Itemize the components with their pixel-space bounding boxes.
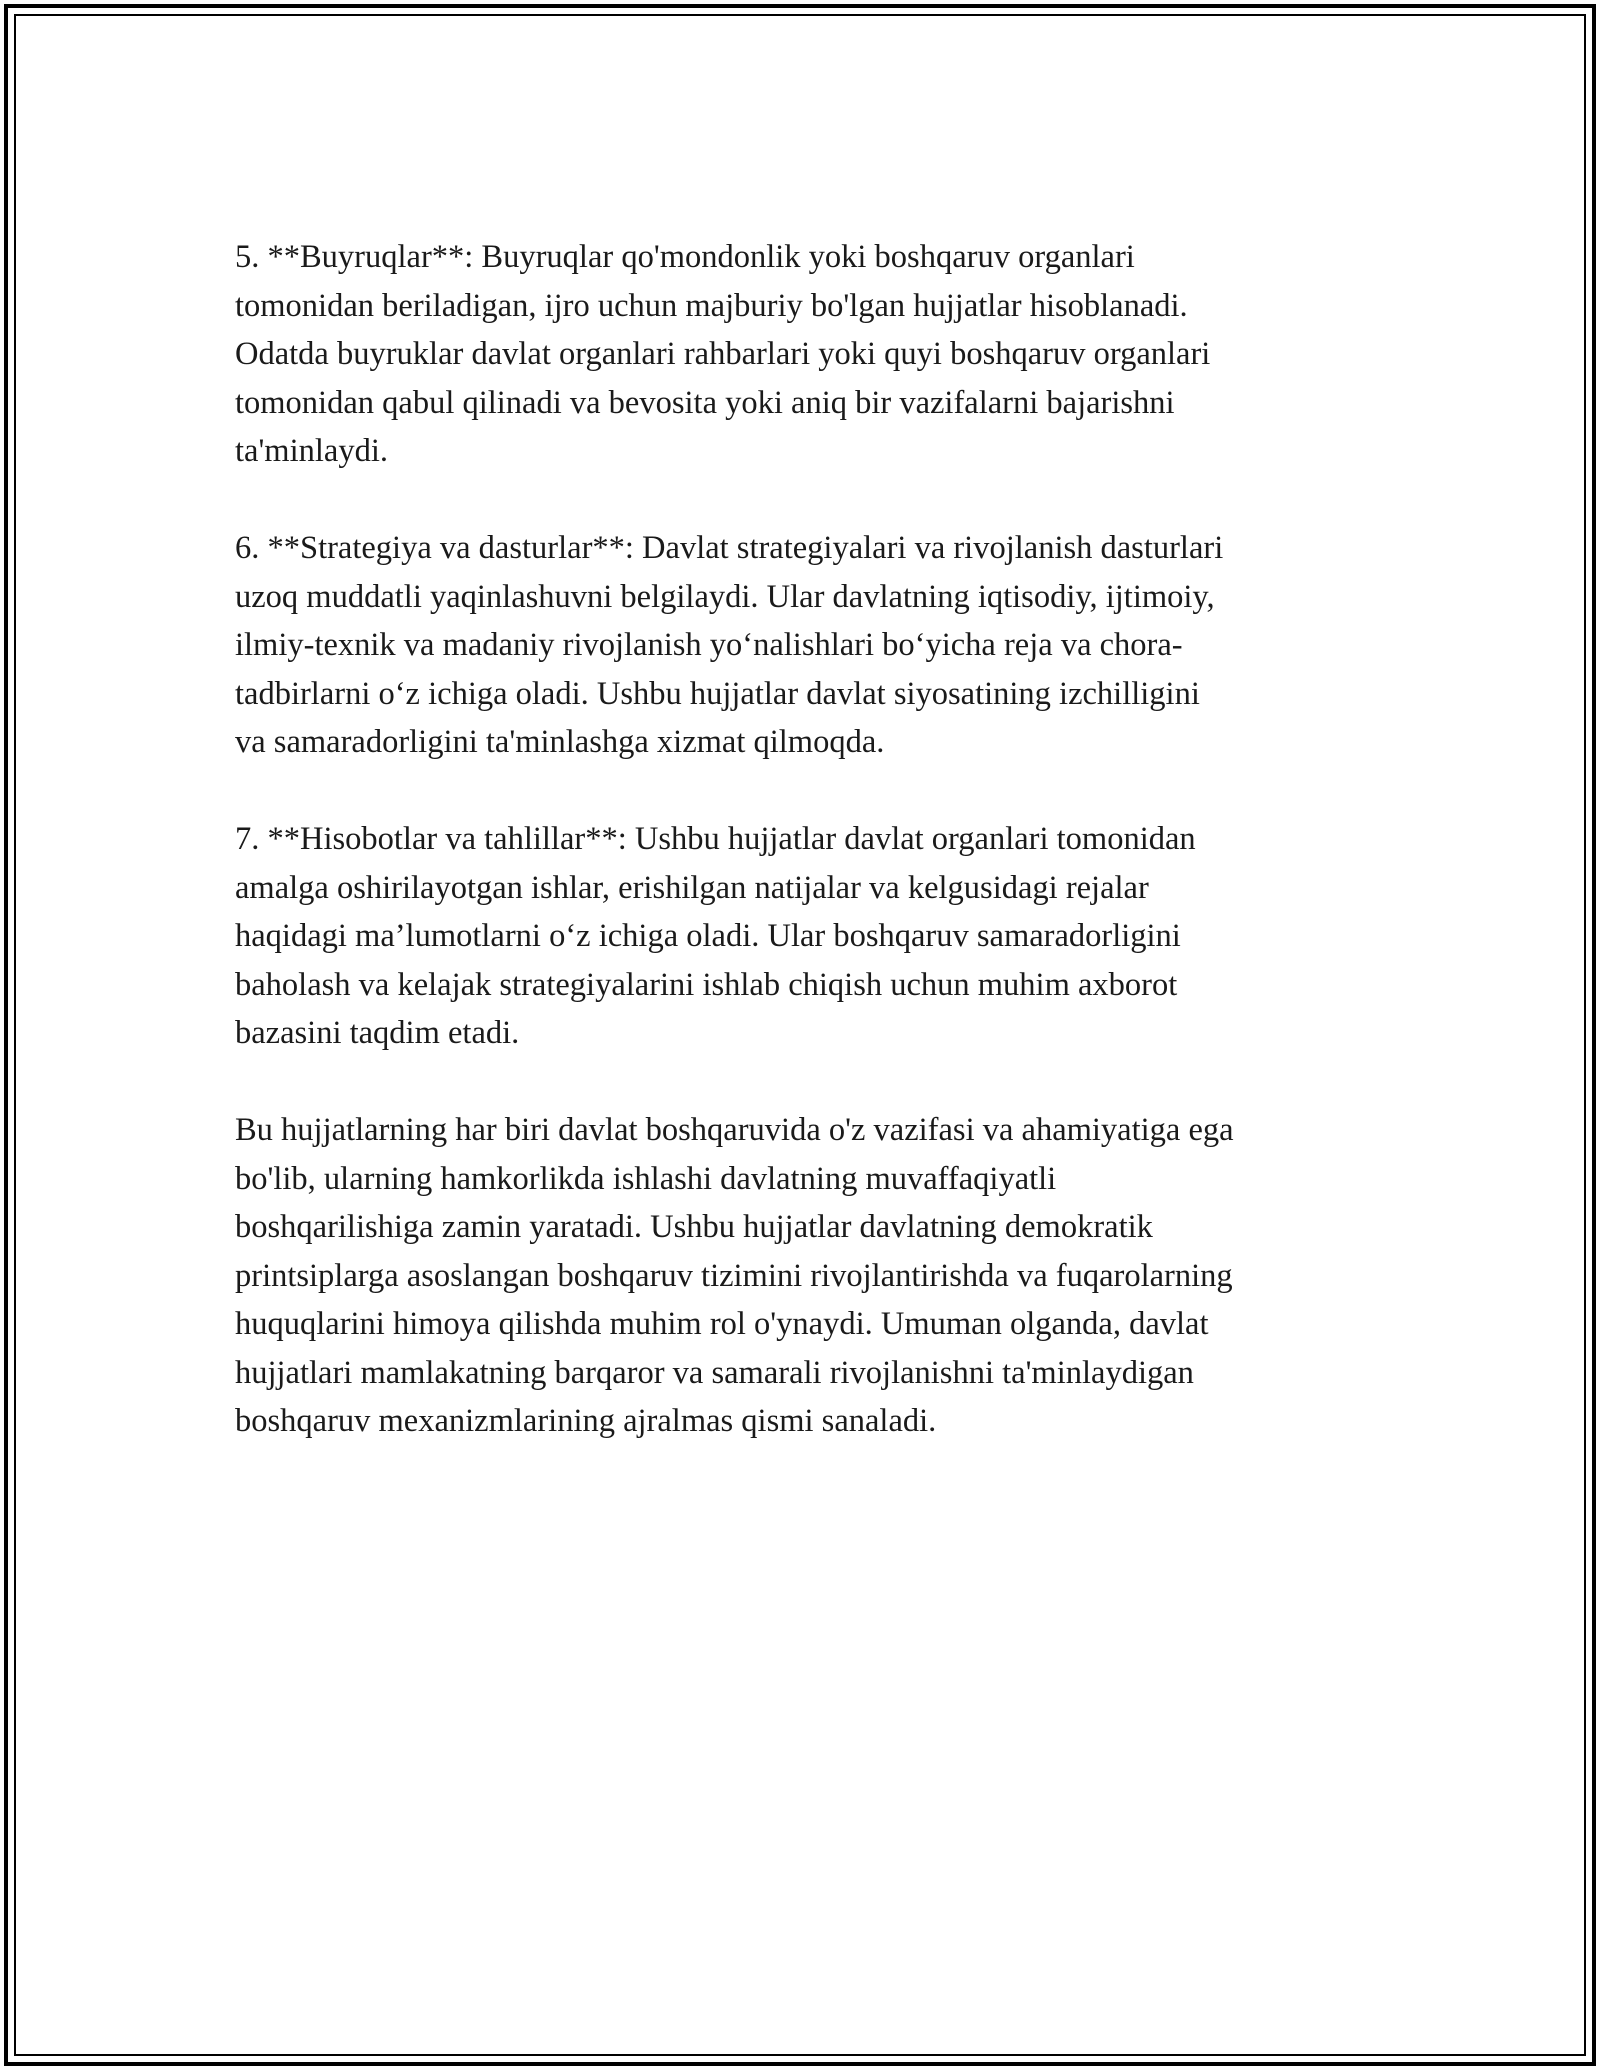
text-line: baholash va kelajak strategiyalarini ishlab chiqish uchun muhim axborot xyxy=(235,966,1178,1003)
text-line: boshqarilishiga zamin yaratadi. Ushbu hujjatlar davlatning demokratik xyxy=(235,1209,1153,1245)
text-line: ilmiy-texnik va madaniy rivojlanish yo‘nalishlari bo‘yicha reja va chora- xyxy=(235,627,1183,663)
text-line: 5. **Buyruqlar**: Buyruqlar qo'mondonlik yoki boshqaruv organlari xyxy=(235,239,1135,275)
text-line: tomonidan beriladigan, ijro uchun majburiy bo'lgan hujjatlar hisoblanadi. xyxy=(235,287,1188,324)
text-line: boshqaruv mexanizmlarining ajralmas qismi sanaladi. xyxy=(235,1403,937,1439)
text-line: Odatda buyruklar davlat organlari rahbarlari yoki quyi boshqaruv organlari xyxy=(235,336,1211,372)
paragraph-hisobotlar xyxy=(235,815,1370,1058)
paragraph-conclusion xyxy=(235,1106,1370,1446)
document-body xyxy=(235,233,1370,1494)
text-line: hujjatlari mamlakatning barqaror va samarali rivojlanishni ta'minlaydigan xyxy=(235,1354,1194,1391)
paragraph-strategiya xyxy=(235,524,1370,767)
text-line: bo'lib, ularning hamkorlikda ishlashi davlatning muvaffaqiyatli xyxy=(235,1160,1057,1197)
text-line: tomonidan qabul qilinadi va bevosita yoki aniq bir vazifalarni bajarishni xyxy=(235,384,1175,421)
text-line: tadbirlarni o‘z ichiga oladi. Ushbu hujjatlar davlat siyosatining izchilligini xyxy=(235,675,1200,712)
text-line: va samaradorligini ta'minlashga xizmat qilmoqda. xyxy=(235,724,885,760)
text-line: amalga oshirilayotgan ishlar, erishilgan natijalar va kelgusidagi rejalar xyxy=(235,869,1149,906)
text-line: printsiplarga asoslangan boshqaruv tizimini rivojlantirishda va fuqarolarning xyxy=(235,1257,1233,1294)
text-line: Bu hujjatlarning har biri davlat boshqaruvida o'z vazifasi va ahamiyatiga ega xyxy=(235,1112,1234,1148)
text-line: haqidagi ma’lumotlarni o‘z ichiga oladi. Ular boshqaruv samaradorligini xyxy=(235,918,1181,954)
text-line: ta'minlaydi. xyxy=(235,433,388,469)
text-line: uzoq muddatli yaqinlashuvni belgilaydi. Ular davlatning iqtisodiy, ijtimoiy, xyxy=(235,578,1215,615)
paragraph-buyruqlar xyxy=(235,233,1370,476)
text-line: 6. **Strategiya va dasturlar**: Davlat strategiyalari va rivojlanish dasturlari xyxy=(235,530,1224,566)
text-line: 7. **Hisobotlar va tahlillar**: Ushbu hujjatlar davlat organlari tomonidan xyxy=(235,821,1196,857)
text-line: huquqlarini himoya qilishda muhim rol o'ynaydi. Umuman olganda, davlat xyxy=(235,1306,1209,1342)
text-line: bazasini taqdim etadi. xyxy=(235,1015,520,1051)
